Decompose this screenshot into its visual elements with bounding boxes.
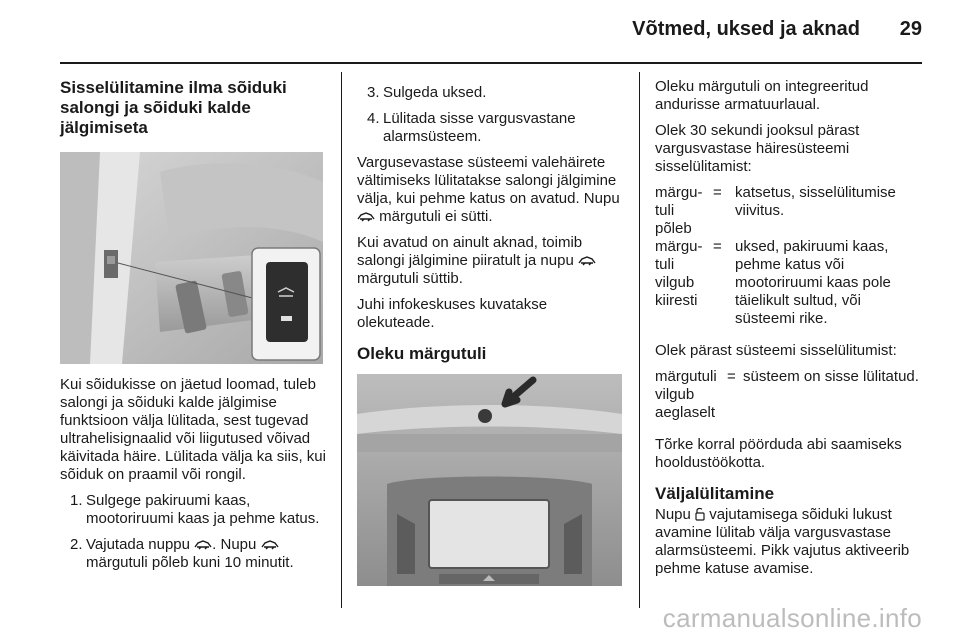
equals-sign: =: [727, 368, 736, 385]
list-item: [60, 536, 326, 572]
step-text: märgutuli põleb kuni 10 minutit.: [86, 554, 294, 571]
car-sensor-icon: [578, 255, 596, 266]
paragraph-text: Kui avatud on ainult aknad, toimib salongi jälgimine piiratult ja nupu: [357, 234, 583, 269]
status-table: [655, 184, 923, 328]
car-sensor-icon: [357, 211, 375, 222]
equals-sign: =: [713, 238, 722, 255]
steps-list: [60, 492, 326, 572]
table-row: [655, 184, 923, 238]
page-header: [60, 0, 922, 64]
paragraph: Tõrke korral pöörduda abi saamiseks hooldustöökotta.: [655, 436, 902, 471]
paragraph-text: märgutuli ei sütti.: [379, 208, 493, 225]
section-heading: Oleku märgutuli: [357, 344, 487, 363]
status-description: katsetus, sisselülitumise viivitus.: [735, 184, 896, 219]
status-term: märgu- tuli vilgub kiiresti: [655, 238, 703, 309]
car-sensor-icon: [194, 539, 212, 550]
table-row: [655, 238, 923, 328]
page-number: 29: [899, 18, 922, 40]
step-text: Sulgeda uksed.: [383, 84, 487, 101]
list-item: [60, 492, 326, 528]
step-text: Vajutada nuppu: [86, 536, 190, 553]
paragraph: Oleku märgutuli on integreeritud andurisse armatuurlaual.: [655, 78, 869, 113]
step-number: 3.: [367, 84, 380, 101]
header-title: Võtmed, uksed ja aknad: [632, 18, 860, 40]
step-text: Sulgege pakiruumi kaas, mootoriruumi kaas ja pehme katus.: [86, 492, 320, 527]
right-column: [655, 78, 923, 586]
paragraph-text: märgutuli süttib.: [357, 270, 463, 287]
status-term: märgu- tuli põleb: [655, 184, 703, 237]
steps-list: [357, 84, 627, 146]
paragraph: Juhi infokeskuses kuvatakse olekuteade.: [357, 296, 548, 331]
table-row: [655, 368, 923, 422]
middle-column: [357, 84, 627, 598]
status-term: märgutuli vilgub aeglaselt: [655, 368, 717, 421]
paragraph: [357, 234, 627, 288]
status-table: [655, 368, 923, 422]
left-column: [60, 78, 326, 580]
paragraph: [655, 506, 923, 578]
step-number: 4.: [367, 110, 380, 127]
paragraph: Olek pärast süsteemi sisselülitumist:: [655, 342, 897, 359]
step-text: Lülitada sisse vargusvastane alarmsüsteem.: [383, 110, 576, 145]
list-item: [357, 84, 627, 102]
car-sensor-icon: [261, 539, 279, 550]
section-heading: Väljalülitamine: [655, 484, 775, 503]
status-description: süsteem on sisse lülitatud.: [743, 368, 919, 385]
paragraph-text: vajutamisega sõiduki lukust avamine lülitab välja vargusvastase alarmsüsteemi. Pikk vajutus aktiveerib pehme katuse avamise.: [655, 506, 910, 577]
equals-sign: =: [713, 184, 722, 201]
column-divider: [639, 72, 640, 608]
step-number: 2.: [70, 536, 83, 553]
paragraph-text: Nupu: [655, 506, 691, 523]
column-divider: [341, 72, 342, 608]
intro-paragraph: Kui sõidukisse on jäetud loomad, tuleb salongi ja sõiduki kalde jälgimise funktsioon välja lülitada, sest tugevad ultrahelisignaalid või liigutused võivad käivitada häire. Lülitada välja ka siis, kui sõiduk on praamil või rongil.: [60, 376, 326, 483]
unlock-icon: [695, 507, 705, 521]
paragraph: Olek 30 sekundi jooksul pärast vargusvastase häiresüsteemi sisselülitamist:: [655, 122, 860, 175]
paragraph: [357, 154, 627, 226]
status-description: uksed, pakiruumi kaas, pehme katus või mootoriruumi kaas pole täielikult sultud, või süsteemi rike.: [735, 238, 891, 327]
paragraph-text: Vargusevastase süsteemi valehäirete vältimiseks lülitatakse salongi jälgimine välja, kui pehme katus on avatud. Nupu: [357, 154, 620, 207]
interior-sensor-button-photo: [60, 152, 323, 364]
watermark: carmanualsonline.info: [662, 603, 922, 633]
list-item: [357, 110, 627, 146]
step-number: 1.: [70, 492, 83, 509]
section-heading: Sisselülitamine ilma sõiduki salongi ja sõiduki kalde jälgimiseta: [60, 78, 287, 137]
dashboard-status-led-photo: [357, 374, 622, 586]
step-text: . Nupu: [212, 536, 257, 553]
